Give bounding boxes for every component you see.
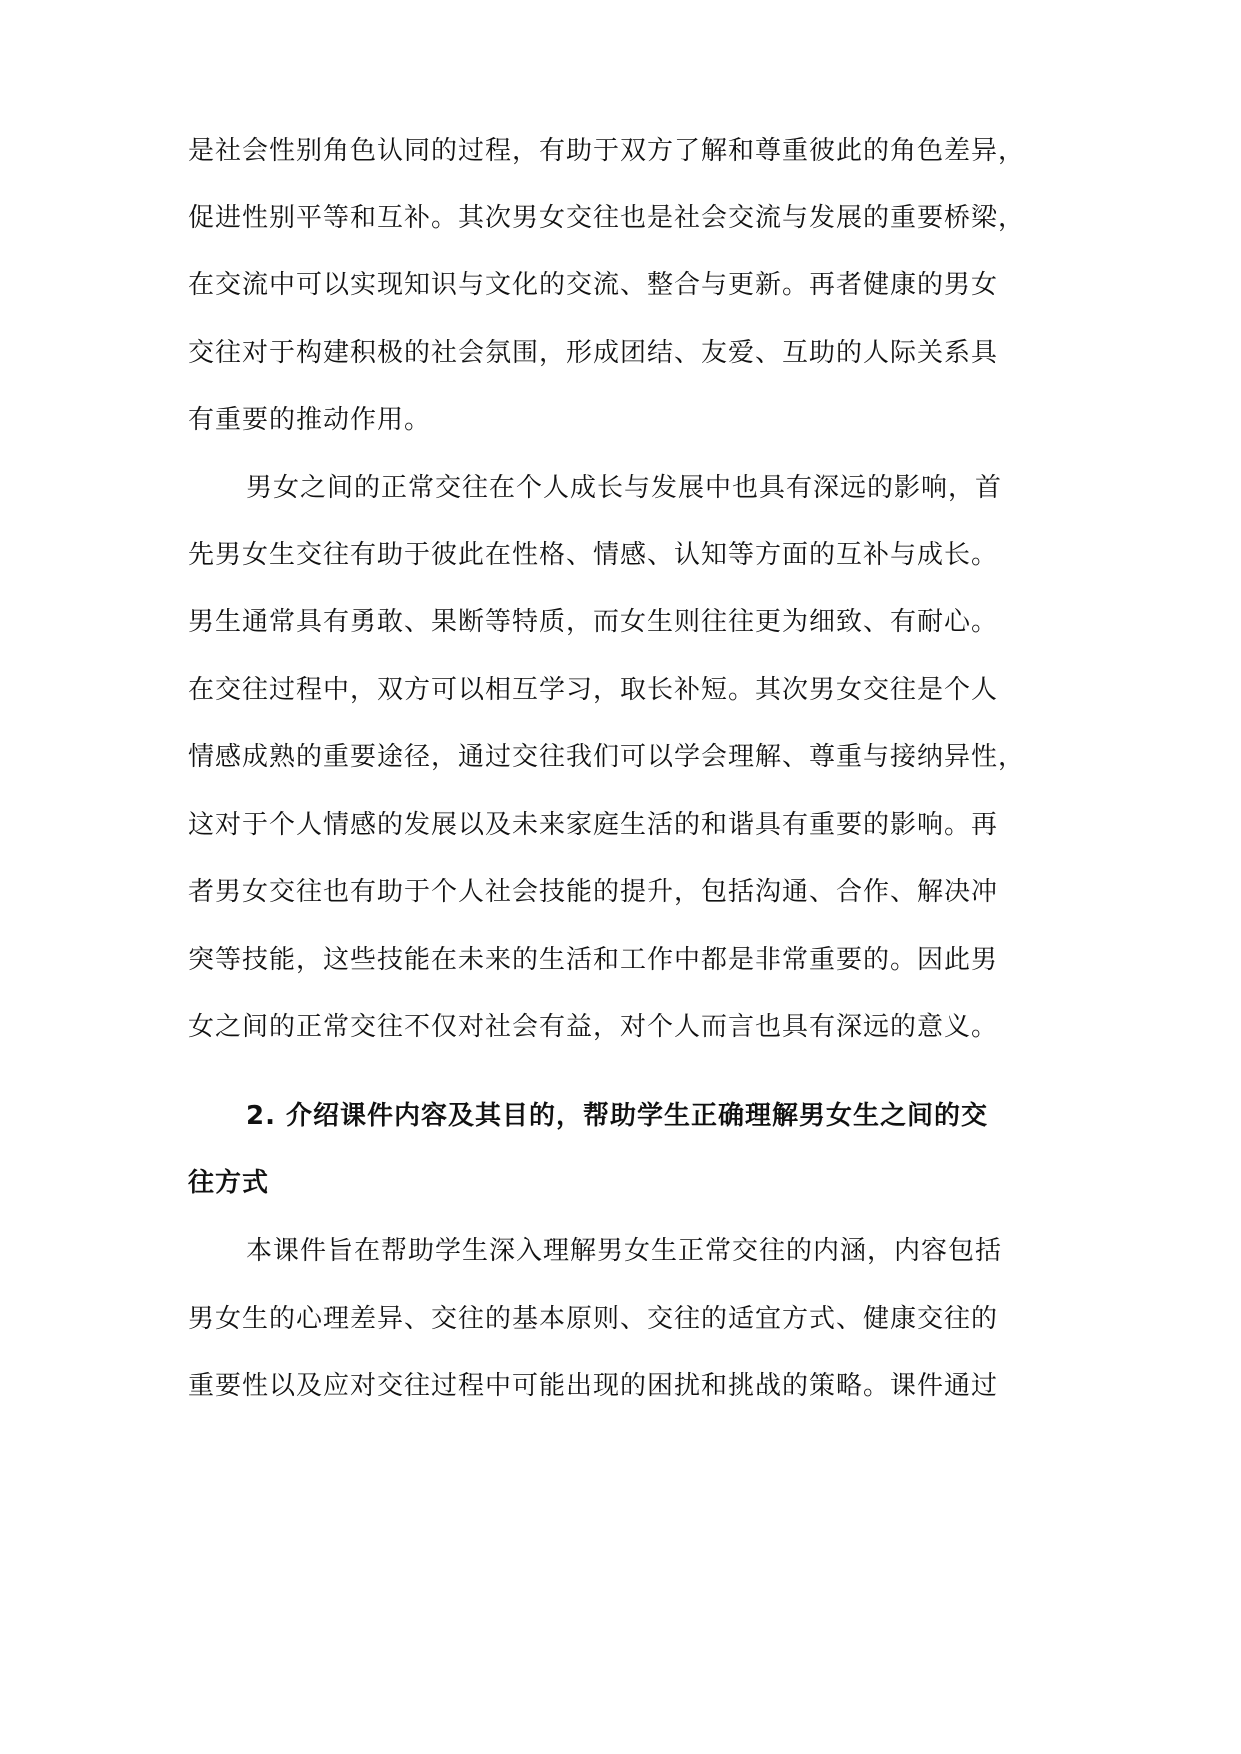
text-line: 重要性以及应对交往过程中可能出现的困扰和挑战的策略。课件通过: [188, 1371, 999, 1401]
text-line: 本课件旨在帮助学生深入理解男女生正常交往的内涵，内容包括: [246, 1236, 1003, 1266]
text-line: 是社会性别角色认同的过程，有助于双方了解和尊重彼此的角色差异，: [188, 136, 1026, 166]
text-line: 促进性别平等和互补。其次男女交往也是社会交流与发展的重要桥梁，: [188, 203, 1026, 233]
text-line: 情感成熟的重要途径，通过交往我们可以学会理解、尊重与接纳异性，: [188, 742, 1026, 772]
text-line: 有重要的推动作用。: [188, 405, 432, 435]
text-line: 者男女交往也有助于个人社会技能的提升，包括沟通、合作、解决冲: [188, 877, 999, 907]
text-line: 在交流中可以实现知识与文化的交流、整合与更新。再者健康的男女: [188, 270, 999, 300]
text-line: 男生通常具有勇敢、果断等特质，而女生则往往更为细致、有耐心。: [188, 607, 999, 637]
section-heading: 2. 介绍课件内容及其目的，帮助学生正确理解男女生之间的交: [246, 1101, 989, 1131]
text-line: 女之间的正常交往不仅对社会有益，对个人而言也具有深远的意义。: [188, 1012, 999, 1042]
text-line: 先男女生交往有助于彼此在性格、情感、认知等方面的互补与成长。: [188, 540, 999, 570]
section-heading: 往方式: [188, 1168, 270, 1198]
text-line: 交往对于构建积极的社会氛围，形成团结、友爱、互助的人际关系具: [188, 338, 999, 368]
text-line: 男女生的心理差异、交往的基本原则、交往的适宜方式、健康交往的: [188, 1304, 999, 1334]
text-line: 在交往过程中，双方可以相互学习，取长补短。其次男女交往是个人: [188, 675, 999, 705]
text-line: 男女之间的正常交往在个人成长与发展中也具有深远的影响，首: [246, 473, 1003, 503]
text-line: 突等技能，这些技能在未来的生活和工作中都是非常重要的。因此男: [188, 945, 999, 975]
text-line: 这对于个人情感的发展以及未来家庭生活的和谐具有重要的影响。再: [188, 810, 999, 840]
